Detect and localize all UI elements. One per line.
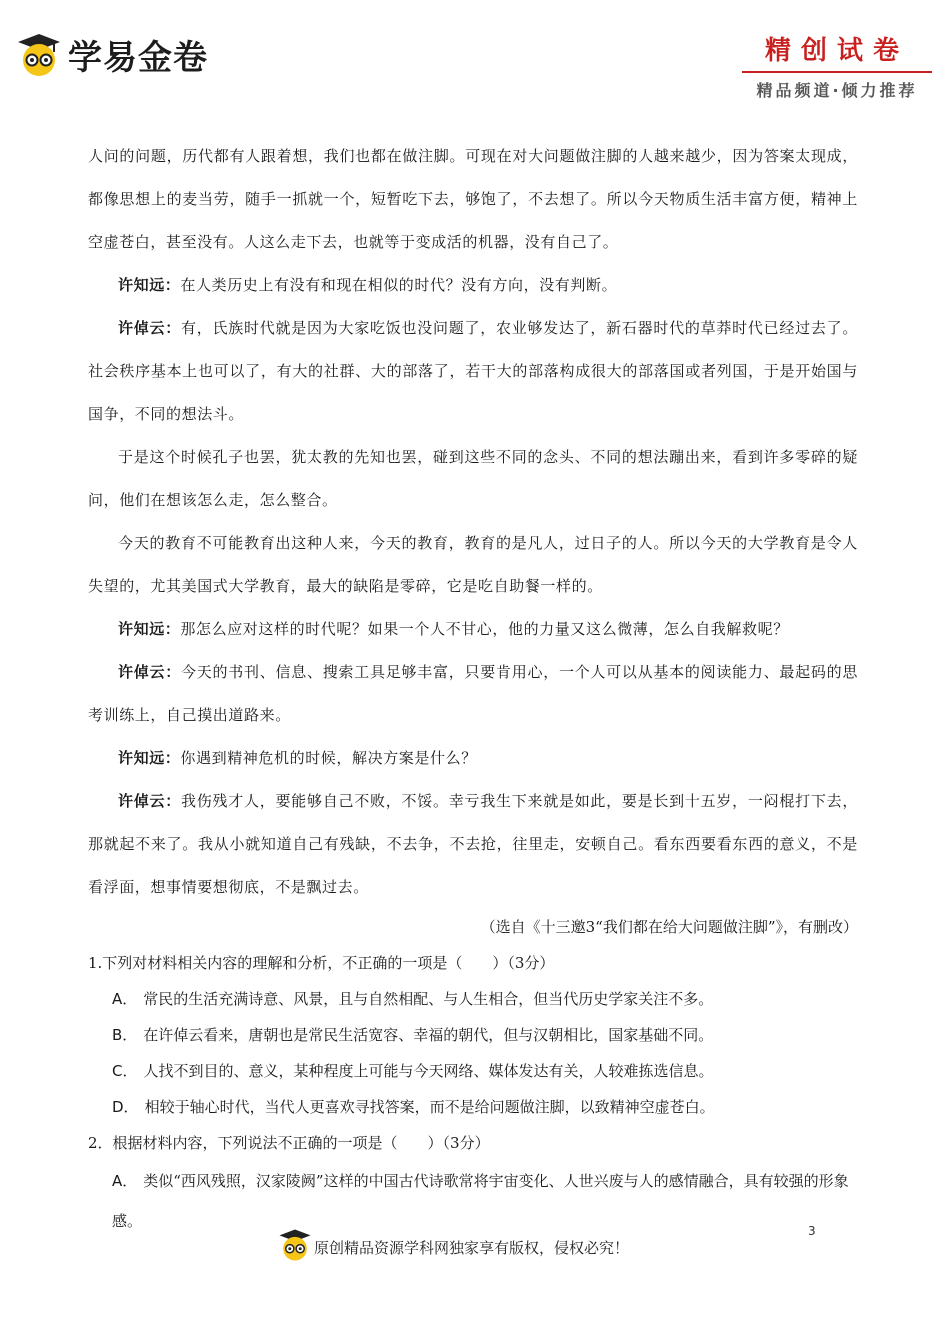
answer-option [88,1053,858,1089]
question-stem: 2．根据材料内容，下列说法不正确的一项是（ ）（3分） [88,1134,490,1152]
paragraph-text: 那怎么应对这样的时代呢？如果一个人不甘心，他的力量又这么微薄，怎么自我解救呢？ [180,620,789,638]
question-stem: 1.下列对材料相关内容的理解和分析，不正确的一项是（ ）（3分） [88,954,555,972]
owl-footer-icon [278,1228,312,1266]
owl-logo-icon [16,32,62,78]
page-header [0,0,950,100]
passage [88,135,858,909]
option-label: B． [112,1026,138,1044]
option-label: A． [112,990,138,1008]
passage-paragraph [88,780,858,909]
option-text: 人找不到目的、意义，某种程度上可能与今天网络、媒体发达有关，人较难拣选信息。 [143,1062,714,1080]
page-footer [0,1218,950,1268]
paragraph-text: 于是这个时候孔子也罢，犹太教的先知也罢，碰到这些不同的念头、不同的想法蹦出来，看到许多零碎的疑问，他们在想该怎么走，怎么整合。 [88,448,858,509]
passage-paragraph [88,608,858,651]
passage-paragraph [88,737,858,780]
paragraph-text: 今天的教育不可能教育出这种人来，今天的教育，教育的是凡人，过日子的人。所以今天的大学教育是令人失望的，尤其美国式大学教育，最大的缺陷是零碎，它是吃自助餐一样的。 [88,534,858,595]
source-citation: （选自《十三邀3“我们都在给大问题做注脚”》，有删改） [480,918,858,936]
document-body [88,135,858,1241]
brand-subtitle: 精品频道·倾力推荐 [756,81,918,100]
copyright-notice: 原创精品资源学科网独家享有版权，侵权必究！ [314,1238,630,1257]
speaker-label: 许知远： [118,620,181,638]
option-text: 在许倬云看来，唐朝也是常民生活宽容、幸福的朝代，但与汉朝相比，国家基础不同。 [143,1026,714,1044]
passage-paragraph [88,436,858,522]
option-label: C． [112,1062,138,1080]
speaker-label: 许倬云： [118,663,181,681]
logo-text: 学易金卷 [68,38,208,78]
speaker-label: 许倬云： [118,319,181,337]
questions [88,945,858,1241]
option-label: D． [112,1098,139,1116]
passage-paragraph [88,522,858,608]
paragraph-text: 我伤残才人，要能够自己不败，不馁。幸亏我生下来就是如此，要是长到十五岁，一闷棍打下去，那就起不来了。我从小就知道自己有残缺，不去争，不去抢，往里走，安顿自己。看东西要看东西的意义，不是看浮面，想事情要想彻底，不是飘过去。 [88,792,858,896]
option-label: A． [112,1172,138,1190]
answer-option [88,1089,858,1125]
paragraph-text: 你遇到精神危机的时候，解决方案是什么？ [180,749,477,767]
passage-paragraph [88,307,858,436]
logo [16,30,208,79]
speaker-label: 许倬云： [118,792,181,810]
passage-paragraph [88,651,858,737]
brand-title: 精创试卷 [742,30,932,73]
paragraph-text: 今天的书刊、信息、搜索工具足够丰富，只要肯用心，一个人可以从基本的阅读能力、最起码的思考训练上，自己摸出道路来。 [88,663,858,724]
option-text: 相较于轴心时代，当代人更喜欢寻找答案，而不是给问题做注脚，以致精神空虚苍白。 [144,1098,715,1116]
speaker-label: 许知远： [118,276,181,294]
speaker-label: 许知远： [118,749,181,767]
option-text: 类似“西风残照，汉家陵阙”这样的中国古代诗歌常将宇宙变化、人世兴废与人的感情融合，具有较强的形象感。 [112,1172,849,1230]
page-number: 3 [808,1224,816,1238]
passage-paragraph [88,135,858,264]
passage-paragraph [88,264,858,307]
brand-badge [742,30,932,101]
answer-option [88,981,858,1017]
paragraph-text: 在人类历史上有没有和现在相似的时代？没有方向，没有判断。 [180,276,618,294]
option-text: 常民的生活充满诗意、风景，且与自然相配、与人生相合，但当代历史学家关注不多。 [143,990,714,1008]
paragraph-text: 有，氏族时代就是因为大家吃饭也没问题了，农业够发达了，新石器时代的草莽时代已经过去了。社会秩序基本上也可以了，有大的社群、大的部落了，若干大的部落构成很大的部落国或者列国，于是开始国与国争，不同的想法斗。 [88,319,858,423]
paragraph-text: 人问的问题，历代都有人跟着想，我们也都在做注脚。可现在对大问题做注脚的人越来越少，因为答案太现成，都像思想上的麦当劳，随手一抓就一个，短暂吃下去，够饱了，不去想了。所以今天物质生活丰富方便，精神上空虚苍白，甚至没有。人这么走下去，也就等于变成活的机器，没有自己了。 [88,147,858,251]
answer-option [88,1017,858,1053]
